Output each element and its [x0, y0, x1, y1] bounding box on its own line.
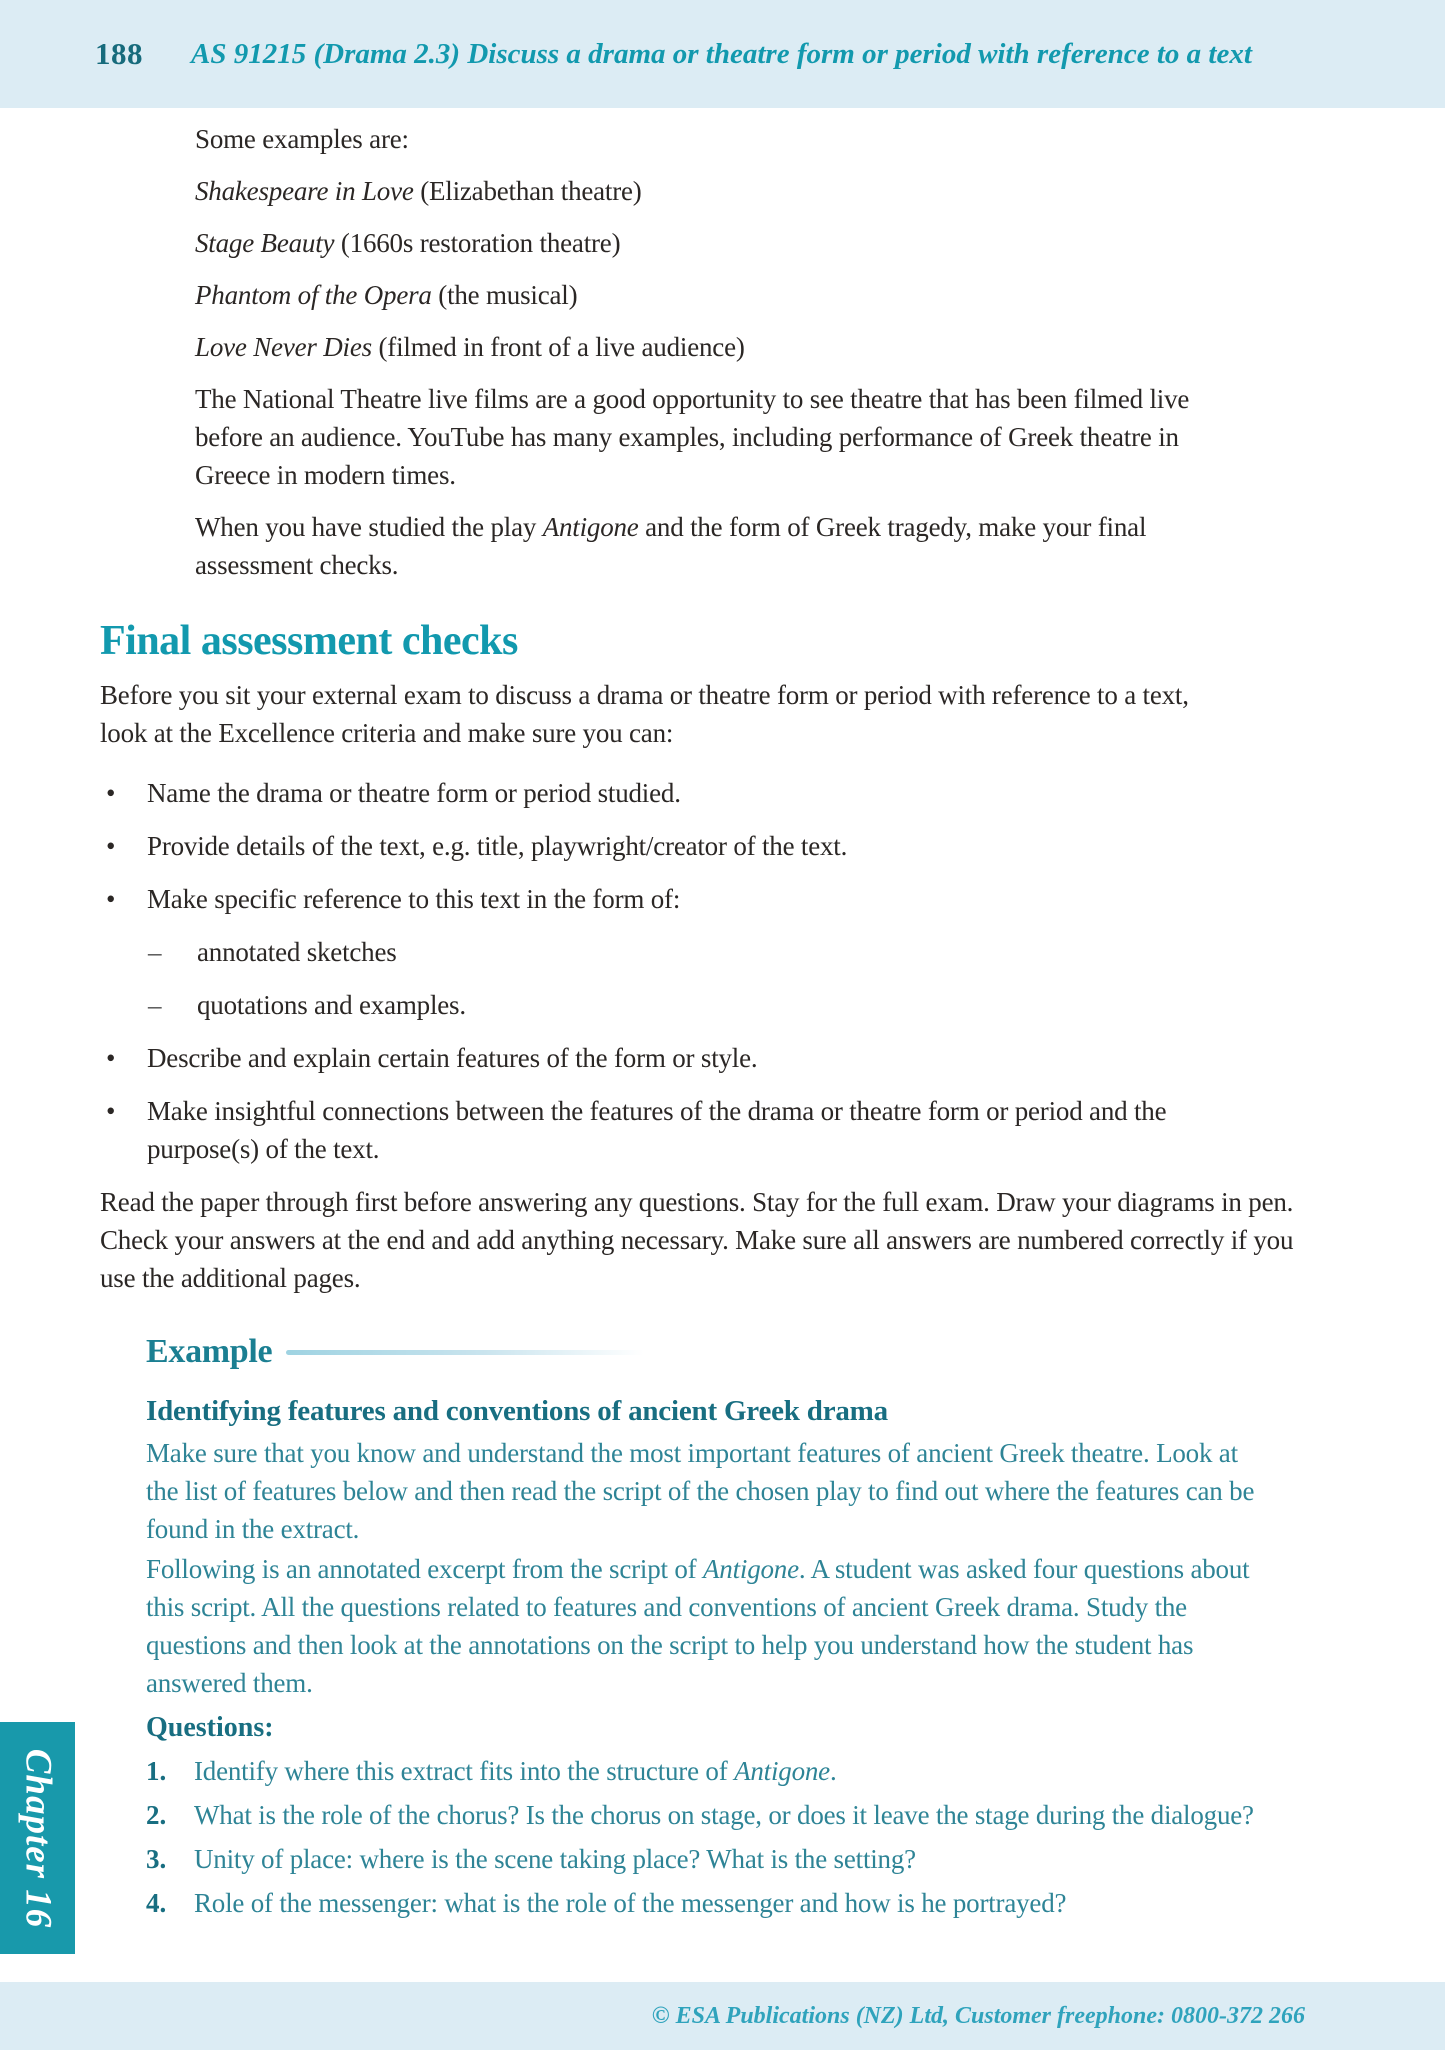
page-footer [0, 1982, 1445, 2050]
question-item [146, 1840, 1276, 1878]
exam-advice: Read the paper through first before answering any questions. Stay for the full exam. Draw your diagrams in pen. Check your answers at the end and add anything necessary. Make sure all answers are numbered correctly if you use the additional pages. [100, 1187, 1294, 1293]
question-item [146, 1796, 1276, 1834]
page-header [0, 0, 1445, 108]
question-text: Role of the messenger: what is the role of the messenger and how is he portrayed? [194, 1888, 1067, 1918]
question-number: 2. [146, 1800, 167, 1830]
film-example [195, 328, 1235, 366]
play-title: Antigone [542, 512, 639, 542]
checklist-item [106, 1039, 1236, 1077]
checklist-subitem-text: annotated sketches [197, 937, 397, 967]
checklist-item-text: Make insightful connections between the features of the drama or theatre form or period and the purpose(s) of the text. [147, 1096, 1167, 1164]
play-title: Antigone [703, 1554, 799, 1584]
film-example [195, 276, 1235, 314]
film-title: Love Never Dies [195, 332, 372, 362]
question-item [146, 1752, 1276, 1790]
final-checks-intro: Before you sit your external exam to discuss a drama or theatre form or period with reference to a text, look at the Excellence criteria and make sure you can: [100, 680, 1189, 748]
checklist-item [106, 827, 1236, 865]
checklist-continued [100, 1039, 1300, 1168]
film-example [195, 224, 1235, 262]
intro-lead: Some examples are: [195, 124, 409, 154]
dash-marker: – [148, 990, 162, 1020]
checklist-item-text: Name the drama or theatre form or period studied. [147, 778, 681, 808]
bullet-marker: • [106, 1096, 116, 1126]
page-number: 188 [95, 36, 143, 71]
example-section [146, 1333, 1300, 1922]
question-text: Unity of place: where is the scene taking place? What is the setting? [194, 1844, 916, 1874]
bullet-marker: • [106, 884, 116, 914]
film-title: Phantom of the Opera [195, 280, 432, 310]
checklist-item-text: Describe and explain certain features of the form or style. [147, 1043, 758, 1073]
footer-text: © ESA Publications (NZ) Ltd, Customer freephone: 0800-372 266 [651, 2002, 1305, 2029]
film-detail: (the musical) [431, 280, 578, 310]
question-number: 4. [146, 1888, 167, 1918]
film-title: Shakespeare in Love [195, 176, 414, 206]
example-subheading: Identifying features and conventions of ancient Greek drama [146, 1395, 888, 1427]
bullet-marker: • [106, 778, 116, 808]
checklist-subitem [148, 986, 1300, 1024]
play-title: Antigone [734, 1756, 830, 1786]
paragraph-antigone-study: When you have studied the play Antigone and the form of Greek tragedy, make your final assessment checks. [195, 512, 1147, 580]
checklist-sublist [148, 933, 1300, 1024]
paragraph-national-theatre: The National Theatre live films are a good opportunity to see theatre that has been filmed live before an audience. YouTube has many examples, including performance of Greek theatre in Greece in modern times. [195, 384, 1190, 490]
example-heading: Example [146, 1333, 273, 1370]
example-paragraph: Make sure that you know and understand the most important features of ancient Greek theatre. Look at the list of features below and then read the script of the chosen play to find out where the features can be found in the extract. [146, 1438, 1255, 1544]
example-paragraph: Following is an annotated excerpt from the script of Antigone. A student was asked four questions about this script. All the questions related to features and conventions of ancient Greek drama. Study the questions and then look at the annotations on the script to help you understand how the student has answered them. [146, 1554, 1250, 1698]
chapter-tab [0, 1722, 75, 1954]
dash-marker: – [148, 937, 162, 967]
questions-label: Questions: [146, 1712, 274, 1743]
checklist-item [106, 880, 1236, 918]
decorative-rule [286, 1350, 644, 1355]
question-number: 1. [146, 1756, 167, 1786]
film-detail: (filmed in front of a live audience) [371, 332, 745, 362]
question-item [146, 1884, 1276, 1922]
questions-list [146, 1752, 1300, 1922]
checklist-subitem-text: quotations and examples. [197, 990, 466, 1020]
film-detail: (1660s restoration theatre) [334, 228, 621, 258]
checklist-item [106, 1092, 1236, 1168]
question-text: What is the role of the chorus? Is the chorus on stage, or does it leave the stage during the dialogue? [194, 1800, 1254, 1830]
question-text: Identify where this extract fits into the structure of Antigone. [194, 1756, 837, 1786]
header-title: AS 91215 (Drama 2.3) Discuss a drama or theatre form or period with reference to a text [191, 37, 1252, 70]
example-heading-row [146, 1333, 1300, 1371]
film-example [195, 172, 1235, 210]
intro-section [195, 108, 1235, 584]
film-detail: (Elizabethan theatre) [413, 176, 642, 206]
chapter-tab-label: Chapter 16 [17, 1748, 59, 1928]
checklist-item [106, 774, 1236, 812]
bullet-marker: • [106, 831, 116, 861]
checklist-item-text: Provide details of the text, e.g. title, playwright/creator of the text. [147, 831, 848, 861]
final-checks-heading: Final assessment checks [100, 618, 518, 664]
checklist-item-text: Make specific reference to this text in the form of: [147, 884, 681, 914]
film-title: Stage Beauty [195, 228, 335, 258]
question-number: 3. [146, 1844, 167, 1874]
page-content [0, 108, 1445, 1922]
checklist [100, 774, 1300, 918]
checklist-subitem [148, 933, 1300, 971]
bullet-marker: • [106, 1043, 116, 1073]
